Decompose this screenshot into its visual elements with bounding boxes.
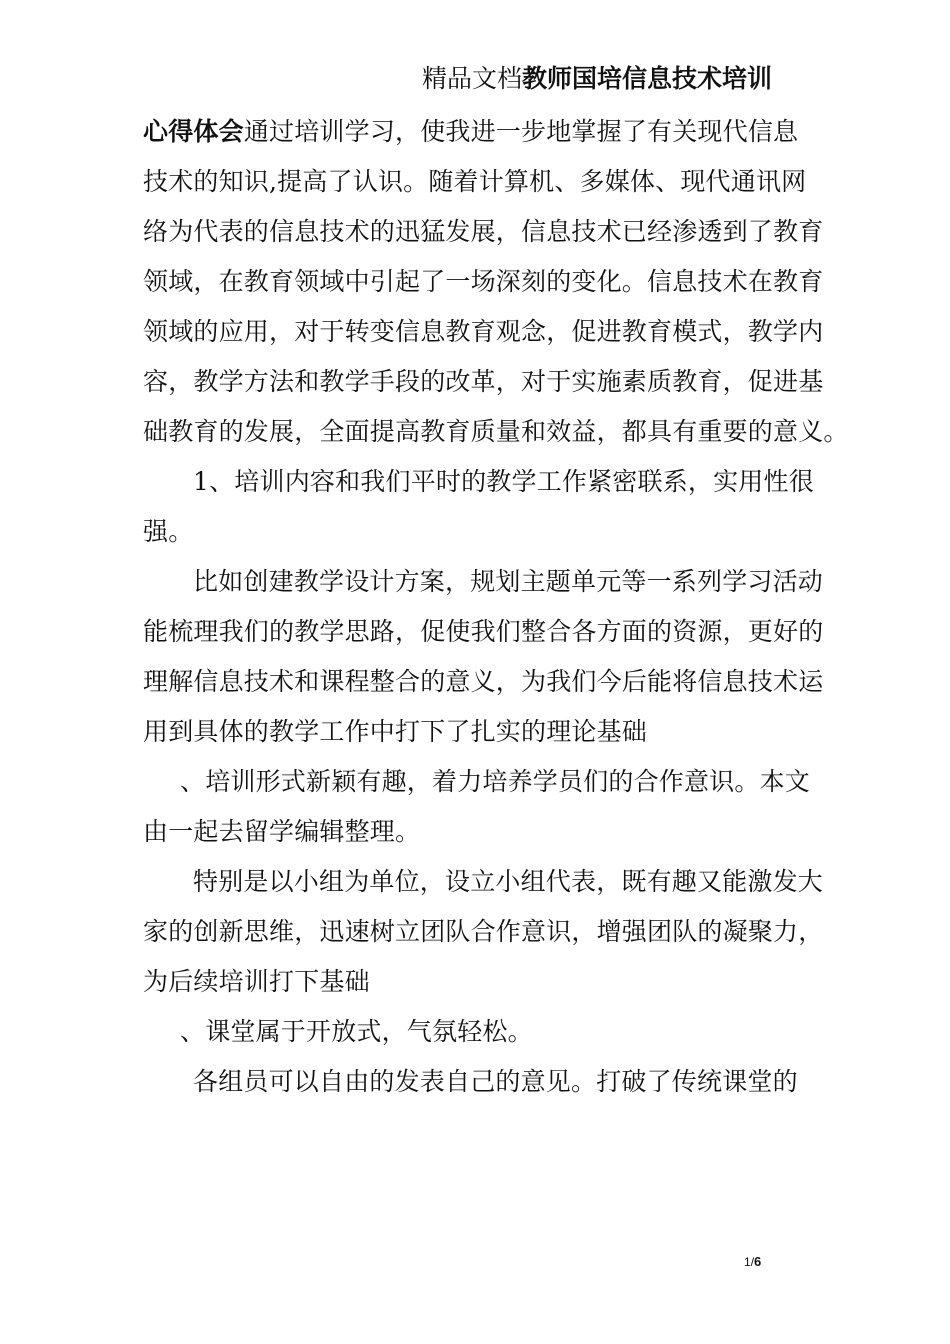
- text-line: 为后续培训打下基础: [143, 967, 370, 996]
- text-line: 理解信息技术和课程整合的意义，为我们今后能将信息技术运: [143, 667, 824, 696]
- document-title: 教师国培信息技术培训: [522, 64, 773, 93]
- text-line: 领域的应用，对于转变信息教育观念，促进教育模式，教学内: [143, 317, 824, 346]
- text-line: [143, 115, 798, 149]
- page-number: [744, 1255, 761, 1269]
- text-line: 、课堂属于开放式，气氛轻松。: [180, 1017, 533, 1046]
- text-line: 特别是以小组为单位，设立小组代表，既有趣又能激发大: [193, 867, 824, 896]
- text-line: 础教育的发展，全面提高教育质量和效益，都具有重要的意义。: [143, 417, 849, 446]
- text-line: 家的创新思维，迅速树立团队合作意识，增强团队的凝聚力，: [143, 917, 824, 946]
- page-current: 1: [744, 1255, 751, 1269]
- text-line: 容，教学方法和教学手段的改革，对于实施素质教育，促进基: [143, 367, 824, 396]
- text-line: 领域，在教育领域中引起了一场深刻的变化。信息技术在教育: [143, 267, 824, 296]
- text-line: 各组员可以自由的发表自己的意见。打破了传统课堂的: [193, 1067, 798, 1096]
- header-line: [422, 62, 772, 96]
- document-title-continued: 心得体会: [143, 117, 244, 146]
- text-line: 强。: [143, 517, 194, 546]
- page-separator: /: [750, 1255, 755, 1269]
- text-line: 1、培训内容和我们平时的教学工作紧密联系，实用性很: [193, 467, 814, 496]
- text-line: 、培训形式新颖有趣，着力培养学员们的合作意识。本文: [180, 767, 811, 796]
- text-line-content: 通过培训学习，使我进一步地掌握了有关现代信息: [243, 117, 799, 146]
- text-line: 技术的知识,提高了认识。随着计算机、多媒体、现代通讯网: [143, 167, 807, 196]
- text-line: 比如创建教学设计方案，规划主题单元等一系列学习活动: [193, 567, 824, 596]
- page-total: 6: [754, 1254, 762, 1269]
- text-line: 能梳理我们的教学思路，促使我们整合各方面的资源，更好的: [143, 617, 824, 646]
- text-line: 由一起去留学编辑整理。: [143, 817, 421, 846]
- text-line: 络为代表的信息技术的迅猛发展，信息技术已经渗透到了教育: [143, 217, 824, 246]
- header-prefix: 精品文档: [422, 64, 523, 93]
- text-line: 用到具体的教学工作中打下了扎实的理论基础: [143, 717, 648, 746]
